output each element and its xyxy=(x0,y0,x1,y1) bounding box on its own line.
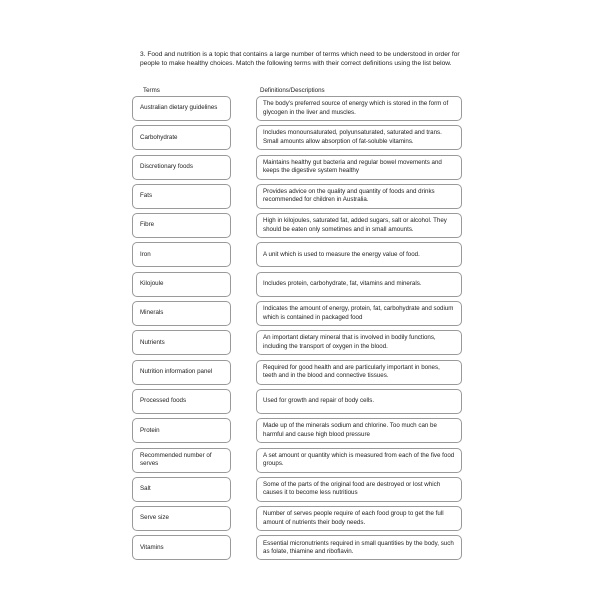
matching-row xyxy=(132,96,462,125)
term-box[interactable] xyxy=(132,330,231,355)
matching-row xyxy=(132,184,462,213)
matching-row xyxy=(132,360,462,389)
matching-row xyxy=(132,477,462,506)
term-box[interactable] xyxy=(132,360,231,385)
term-label: Iron xyxy=(140,250,151,258)
matching-row xyxy=(132,272,462,301)
definition-text: Provides advice on the quality and quantity of foods and drinks recommended for children in Australia. xyxy=(263,187,435,204)
definition-text: Maintains healthy gut bacteria and regular bowel movements and keeps the digestive system healthy xyxy=(263,158,442,175)
matching-list xyxy=(132,96,462,565)
term-label: Recommended number of serves xyxy=(140,451,212,468)
definition-box[interactable] xyxy=(256,155,462,180)
definition-text: Required for good health and are particularly important in bones, teeth and in the blood and connective tissues. xyxy=(263,363,440,380)
definition-text: A set amount or quantity which is measured from each of the five food groups. xyxy=(263,451,455,468)
term-box[interactable] xyxy=(132,448,231,473)
term-box[interactable] xyxy=(132,96,231,121)
definition-box[interactable] xyxy=(256,506,462,531)
matching-row xyxy=(132,448,462,477)
definition-text: Number of serves people require of each food group to get the full amount of nutrients their body needs. xyxy=(263,510,444,526)
definition-box[interactable] xyxy=(256,477,462,502)
term-box[interactable] xyxy=(132,242,231,267)
term-label: Serve size xyxy=(140,514,169,522)
term-label: Discretionary foods xyxy=(140,162,193,170)
definition-box[interactable] xyxy=(256,96,462,121)
definition-text: Indicates the amount of energy, protein, fat, carbohydrate and sodium which is contained in packaged food xyxy=(263,305,454,321)
definition-box[interactable] xyxy=(256,330,462,355)
term-box[interactable] xyxy=(132,418,231,443)
matching-row xyxy=(132,301,462,330)
term-box[interactable] xyxy=(132,272,231,297)
question-text: 3. Food and nutrition is a topic that contains a large number of terms which need to be understood in order for people to make healthy choices. Match the following terms with their correct definitions using the list below. xyxy=(140,51,460,67)
definition-text: Used for growth and repair of body cells. xyxy=(263,397,375,405)
matching-row xyxy=(132,418,462,447)
term-label: Kilojoule xyxy=(140,280,164,288)
matching-row xyxy=(132,535,462,564)
matching-row xyxy=(132,242,462,271)
term-label: Salt xyxy=(140,485,151,493)
term-label: Australian dietary guidelines xyxy=(140,104,218,112)
term-box[interactable] xyxy=(132,389,231,414)
term-box[interactable] xyxy=(132,213,231,238)
definition-box[interactable] xyxy=(256,418,462,443)
term-box[interactable] xyxy=(132,506,231,531)
term-box[interactable] xyxy=(132,535,231,560)
definition-box[interactable] xyxy=(256,242,462,267)
definition-text: Essential micronutrients required in small quantities by the body, such as folate, thiamine and riboflavin. xyxy=(263,539,454,555)
definition-text: A unit which is used to measure the energy value of food. xyxy=(263,250,420,258)
matching-row xyxy=(132,213,462,242)
terms-column-header: Terms xyxy=(143,87,160,94)
definition-box[interactable] xyxy=(256,301,462,326)
matching-row xyxy=(132,330,462,359)
definition-text: An important dietary mineral that is involved in bodily functions, including the transport of oxygen in the blood. xyxy=(263,334,436,350)
definition-text: High in kilojoules, saturated fat, added sugars, salt or alcohol. They should be eaten only sometimes and in small amounts. xyxy=(263,217,447,233)
term-label: Processed foods xyxy=(140,397,187,405)
matching-row xyxy=(132,155,462,184)
definition-text: Includes monounsaturated, polyunsaturated, saturated and trans. Small amounts allow absorption of fat-soluble vitamins. xyxy=(263,129,442,145)
term-label: Fibre xyxy=(140,221,155,229)
definition-text: Made up of the minerals sodium and chlorine. Too much can be harmful and cause high blood pressure xyxy=(263,422,437,438)
term-label: Vitamins xyxy=(140,543,164,551)
definitions-column-header: Definitions/Descriptions xyxy=(260,87,325,94)
definition-box[interactable] xyxy=(256,389,462,414)
definition-box[interactable] xyxy=(256,360,462,385)
matching-row xyxy=(132,506,462,535)
matching-row xyxy=(132,125,462,154)
term-label: Protein xyxy=(140,426,160,434)
term-box[interactable] xyxy=(132,125,231,150)
term-box[interactable] xyxy=(132,477,231,502)
term-label: Fats xyxy=(140,192,153,200)
definition-text: Includes protein, carbohydrate, fat, vitamins and minerals. xyxy=(263,280,422,288)
term-box[interactable] xyxy=(132,301,231,326)
definition-box[interactable] xyxy=(256,213,462,238)
definition-box[interactable] xyxy=(256,535,462,560)
term-label: Minerals xyxy=(140,309,164,317)
term-label: Nutrition information panel xyxy=(140,367,213,375)
term-label: Nutrients xyxy=(140,338,165,346)
definition-text: Some of the parts of the original food are destroyed or lost which causes it to become less nutritious xyxy=(263,480,441,497)
definition-box[interactable] xyxy=(256,184,462,209)
definition-box[interactable] xyxy=(256,125,462,150)
term-box[interactable] xyxy=(132,184,231,209)
matching-row xyxy=(132,389,462,418)
definition-text: The body's preferred source of energy which is stored in the form of glycogen in the liver and muscles. xyxy=(263,100,449,116)
definition-box[interactable] xyxy=(256,272,462,297)
term-label: Carbohydrate xyxy=(140,133,178,141)
definition-box[interactable] xyxy=(256,448,462,473)
term-box[interactable] xyxy=(132,155,231,180)
